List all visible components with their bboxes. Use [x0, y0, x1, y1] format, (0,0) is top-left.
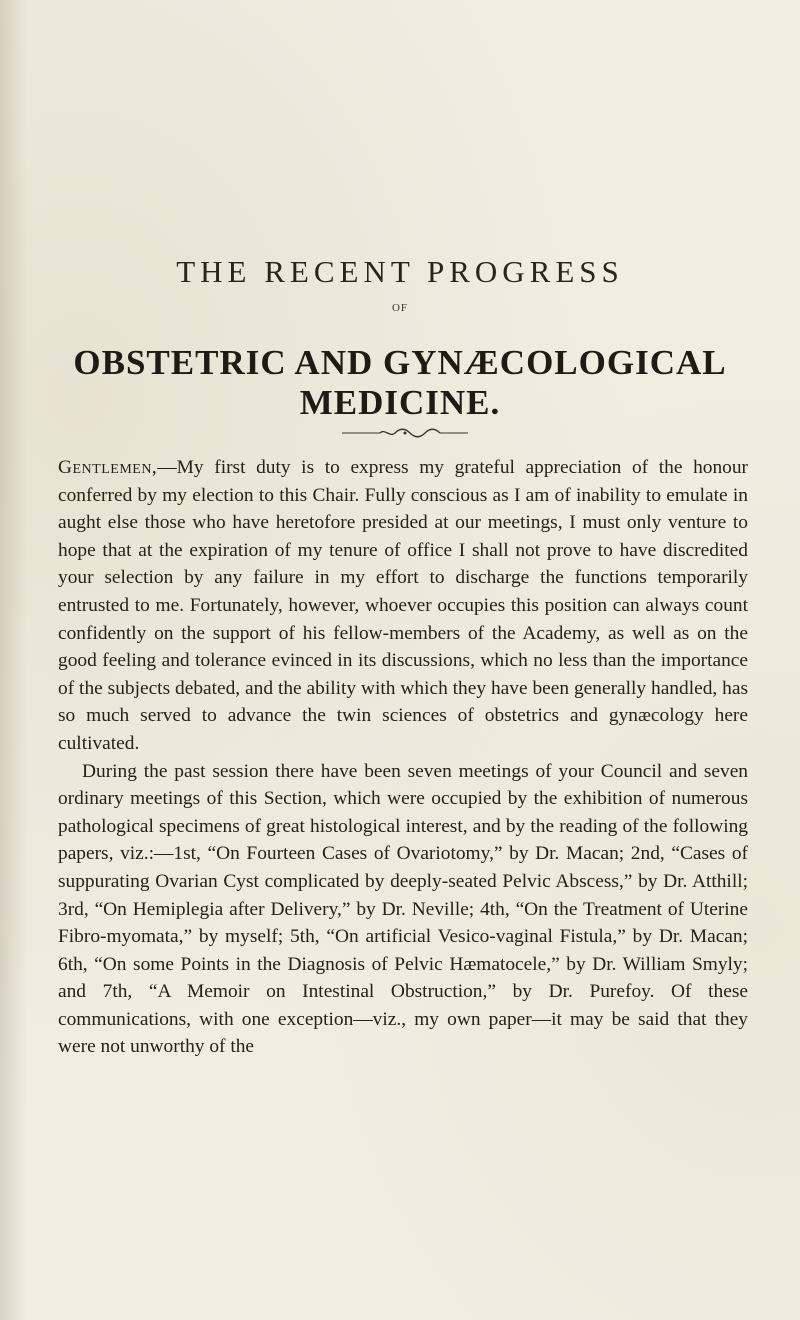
title-line-2: OBSTETRIC AND GYNÆCOLOGICAL MEDICINE. [73, 343, 727, 422]
title-connector: OF [391, 302, 409, 314]
paragraph-1-text: —My first duty is to express my grateful appreciation of the honour conferred by my election to this Chair. Fully conscious as I am of inability to emulate in aught else those who have heretofore presided at our meetings, I must only venture to hope that at the expiration of my tenure of office I shall not prove to have discredited your selection by any failure in my effort to discharge the functions temporarily entrusted to me. Fortunately, however, whoever occupies this position can always count confidently on the support of his fellow-members of the Academy, as well as on the good feeling and tolerance evinced in its discussions, which no less than the importance of the subjects debated, and the ability with which they have been generally handled, has so much served to advance the twin sciences of obstetrics and gynæcology here cultivated. [58, 457, 748, 754]
paragraph-1 [58, 454, 748, 758]
salutation: Gentlemen, [58, 457, 158, 478]
page-edge-shadow [0, 0, 28, 1320]
title-line-1: THE RECENT PROGRESS [176, 254, 624, 289]
body-text [58, 454, 748, 1061]
paragraph-2 [58, 758, 748, 1062]
paragraph-2-text: During the past session there have been seven meetings of your Council and seven ordinary meetings of this Section, which were occupied by the exhibition of numerous pathological specimens of great histological interest, and by the reading of the following papers, viz.:—1st, “On Fourteen Cases of Ovariotomy,” by Dr. Macan; 2nd, “Cases of suppurating Ovarian Cyst complicated by deeply-seated Pelvic Abscess,” by Dr. Atthill; 3rd, “On Hemiplegia after Delivery,” by Dr. Neville; 4th, “On the Treatment of Uterine Fibro-myomata,” by myself; 5th, “On artificial Vesico-vaginal Fistula,” by Dr. Macan; 6th, “On some Points in the Diagnosis of Pelvic Hæmatocele,” by Dr. William Smyly; and 7th, “A Memoir on Intestinal Obstruction,” by Dr. Purefoy. Of these communications, with one exception—viz., my own paper—it may be said that they were not unworthy of the [58, 760, 748, 1058]
decorative-rule-icon [340, 426, 470, 440]
